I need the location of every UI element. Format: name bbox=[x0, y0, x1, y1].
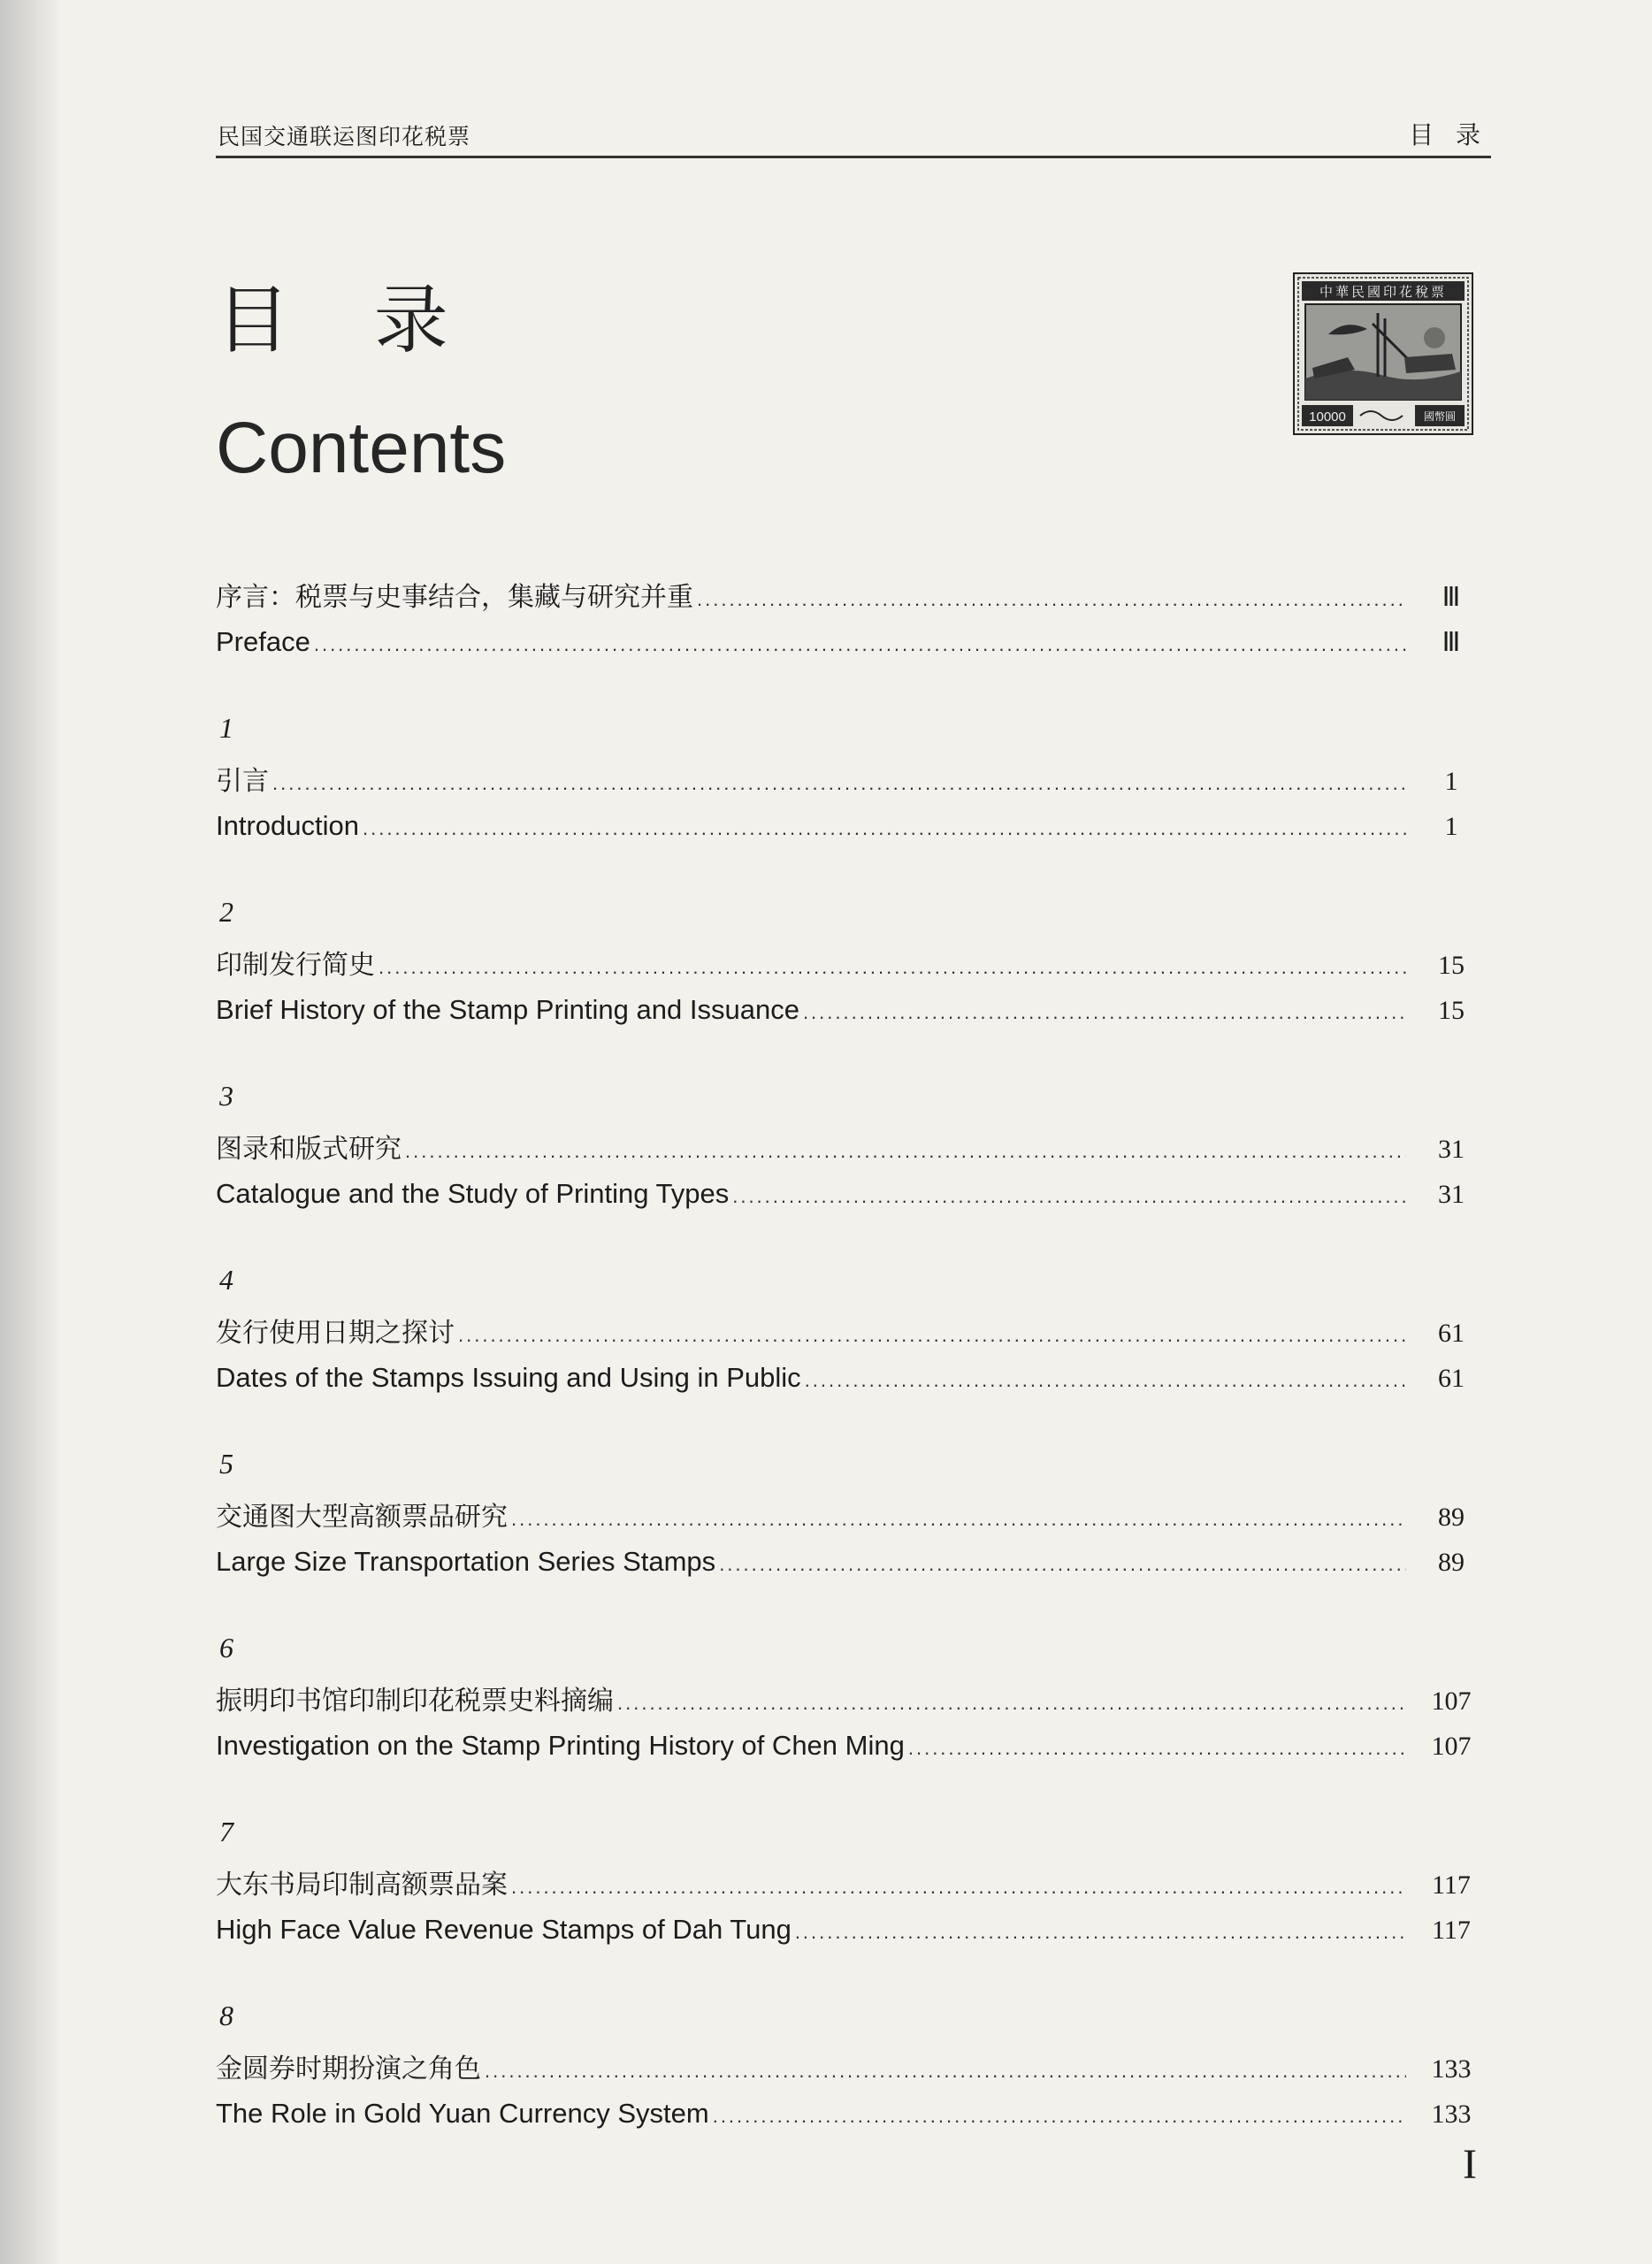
section-number: 1 bbox=[219, 712, 233, 744]
section-number: 8 bbox=[219, 2000, 233, 2031]
toc-section-5 bbox=[216, 1449, 1491, 1581]
toc-entry-preface-cn[interactable] bbox=[216, 575, 1491, 613]
toc-section-7 bbox=[216, 1817, 1491, 1949]
toc-entry-en[interactable] bbox=[216, 1362, 1491, 1397]
dot-leader bbox=[805, 1369, 1406, 1392]
section-number: 7 bbox=[219, 1816, 233, 1847]
stamp-currency-unit: 國幣圓 bbox=[1423, 410, 1457, 423]
dot-leader bbox=[795, 1921, 1406, 1944]
toc-entry-en[interactable] bbox=[216, 994, 1491, 1029]
toc-entry-page: Ⅲ bbox=[1442, 628, 1461, 657]
dot-leader bbox=[363, 817, 1406, 840]
toc-section-1 bbox=[216, 713, 1491, 845]
dot-leader bbox=[719, 1553, 1406, 1576]
toc-entry-en[interactable] bbox=[216, 1730, 1491, 1765]
toc-entry-page: 89 bbox=[1438, 1503, 1465, 1532]
toc-entry-title: 发行使用日期之探讨 bbox=[216, 1318, 455, 1349]
table-of-contents bbox=[216, 575, 1491, 2184]
toc-entry-title: 引言 bbox=[216, 766, 269, 797]
toc-entry-cn[interactable] bbox=[216, 759, 1491, 797]
dot-leader bbox=[405, 1140, 1406, 1163]
toc-entry-page: 107 bbox=[1431, 1732, 1472, 1761]
toc-entry-page: 133 bbox=[1431, 2100, 1472, 2129]
toc-entry-page: 31 bbox=[1438, 1180, 1465, 1209]
revenue-stamp-image bbox=[1293, 272, 1473, 435]
toc-entry-title: High Face Value Revenue Stamps of Dah Tung bbox=[216, 1914, 792, 1945]
toc-entry-en[interactable] bbox=[216, 2098, 1491, 2133]
dot-leader bbox=[485, 2060, 1406, 2083]
toc-entry-title: 图录和版式研究 bbox=[216, 1134, 402, 1165]
toc-entry-title: Brief History of the Stamp Printing and Issuance bbox=[216, 994, 799, 1025]
toc-entry-page: 1 bbox=[1444, 767, 1458, 796]
dot-leader bbox=[617, 1692, 1406, 1715]
toc-entry-title: Dates of the Stamps Issuing and Using in Public bbox=[216, 1362, 801, 1393]
toc-entry-en[interactable] bbox=[216, 1546, 1491, 1581]
toc-entry-cn[interactable] bbox=[216, 1311, 1491, 1349]
section-number: 4 bbox=[219, 1264, 233, 1296]
dot-leader bbox=[379, 956, 1406, 979]
page-title-english: Contents bbox=[216, 408, 507, 488]
dot-leader bbox=[713, 2105, 1406, 2128]
toc-entry-page: 61 bbox=[1438, 1319, 1465, 1348]
toc-entry-title: 金圆券时期扮演之角色 bbox=[216, 2054, 481, 2084]
dot-leader bbox=[511, 1876, 1406, 1899]
section-number: 2 bbox=[219, 896, 233, 928]
dot-leader bbox=[272, 772, 1406, 795]
toc-entry-cn[interactable] bbox=[216, 1679, 1491, 1717]
toc-entry-title: 序言：税票与史事结合，集藏与研究并重 bbox=[216, 582, 693, 613]
toc-entry-page: 133 bbox=[1431, 2054, 1472, 2084]
toc-entry-page: Ⅲ bbox=[1442, 583, 1461, 612]
toc-entry-title: Preface bbox=[216, 626, 310, 657]
toc-entry-page: 117 bbox=[1432, 1916, 1471, 1945]
toc-entry-en[interactable] bbox=[216, 810, 1491, 845]
section-number: 5 bbox=[219, 1448, 233, 1480]
toc-entry-title: Large Size Transportation Series Stamps bbox=[216, 1546, 716, 1577]
toc-entry-title: 印制发行简史 bbox=[216, 950, 375, 981]
toc-entry-cn[interactable] bbox=[216, 1495, 1491, 1533]
toc-entry-page: 31 bbox=[1438, 1135, 1465, 1164]
toc-entry-cn[interactable] bbox=[216, 1862, 1491, 1901]
stamp-denomination: 10000 bbox=[1309, 409, 1346, 424]
toc-entry-page: 15 bbox=[1438, 996, 1465, 1025]
toc-entry-title: 交通图大型高额票品研究 bbox=[216, 1502, 508, 1533]
toc-section-4 bbox=[216, 1265, 1491, 1397]
section-number: 6 bbox=[219, 1632, 233, 1664]
dot-leader bbox=[458, 1324, 1406, 1347]
toc-entry-page: 15 bbox=[1438, 951, 1465, 980]
toc-entry-page: 1 bbox=[1444, 812, 1458, 841]
toc-entry-page: 107 bbox=[1431, 1687, 1472, 1716]
toc-entry-title: 振明印书馆印制印花税票史料摘编 bbox=[216, 1686, 614, 1717]
dot-leader bbox=[511, 1508, 1406, 1531]
dot-leader bbox=[732, 1185, 1406, 1208]
toc-entry-en[interactable] bbox=[216, 1914, 1491, 1949]
toc-entry-title: 大东书局印制高额票品案 bbox=[216, 1870, 508, 1901]
dot-leader bbox=[314, 633, 1406, 656]
page-folio: I bbox=[1463, 2141, 1477, 2188]
page-title-chinese: 目 录 bbox=[216, 277, 478, 363]
toc-entry-en[interactable] bbox=[216, 1178, 1491, 1213]
toc-entry-page: 61 bbox=[1438, 1364, 1465, 1393]
header-book-title: 民国交通联运图印花税票 bbox=[218, 124, 471, 149]
toc-section-2 bbox=[216, 897, 1491, 1029]
dot-leader bbox=[908, 1737, 1406, 1760]
toc-entry-page: 117 bbox=[1432, 1870, 1471, 1900]
toc-entry-cn[interactable] bbox=[216, 2046, 1491, 2082]
toc-preface-group bbox=[216, 575, 1491, 662]
stamp-top-text: 中華民國印花稅票 bbox=[1319, 284, 1448, 300]
dot-leader bbox=[803, 1001, 1406, 1024]
toc-entry-title: Investigation on the Stamp Printing History of Chen Ming bbox=[216, 1730, 905, 1761]
page-gutter-shadow bbox=[0, 0, 62, 2264]
toc-section-6 bbox=[216, 1633, 1491, 1765]
toc-entry-title: Catalogue and the Study of Printing Types bbox=[216, 1178, 730, 1209]
toc-entry-page: 89 bbox=[1438, 1548, 1465, 1577]
section-number: 3 bbox=[219, 1080, 233, 1112]
toc-section-8 bbox=[216, 2000, 1491, 2133]
toc-entry-cn[interactable] bbox=[216, 1127, 1491, 1165]
toc-entry-preface-en[interactable] bbox=[216, 626, 1491, 662]
running-header bbox=[216, 111, 1491, 158]
toc-section-3 bbox=[216, 1081, 1491, 1213]
toc-entry-cn[interactable] bbox=[216, 943, 1491, 981]
header-section-title: 目 录 bbox=[1409, 120, 1488, 149]
dot-leader bbox=[697, 588, 1406, 611]
toc-entry-title: The Role in Gold Yuan Currency System bbox=[216, 2098, 709, 2129]
toc-entry-title: Introduction bbox=[216, 810, 359, 841]
